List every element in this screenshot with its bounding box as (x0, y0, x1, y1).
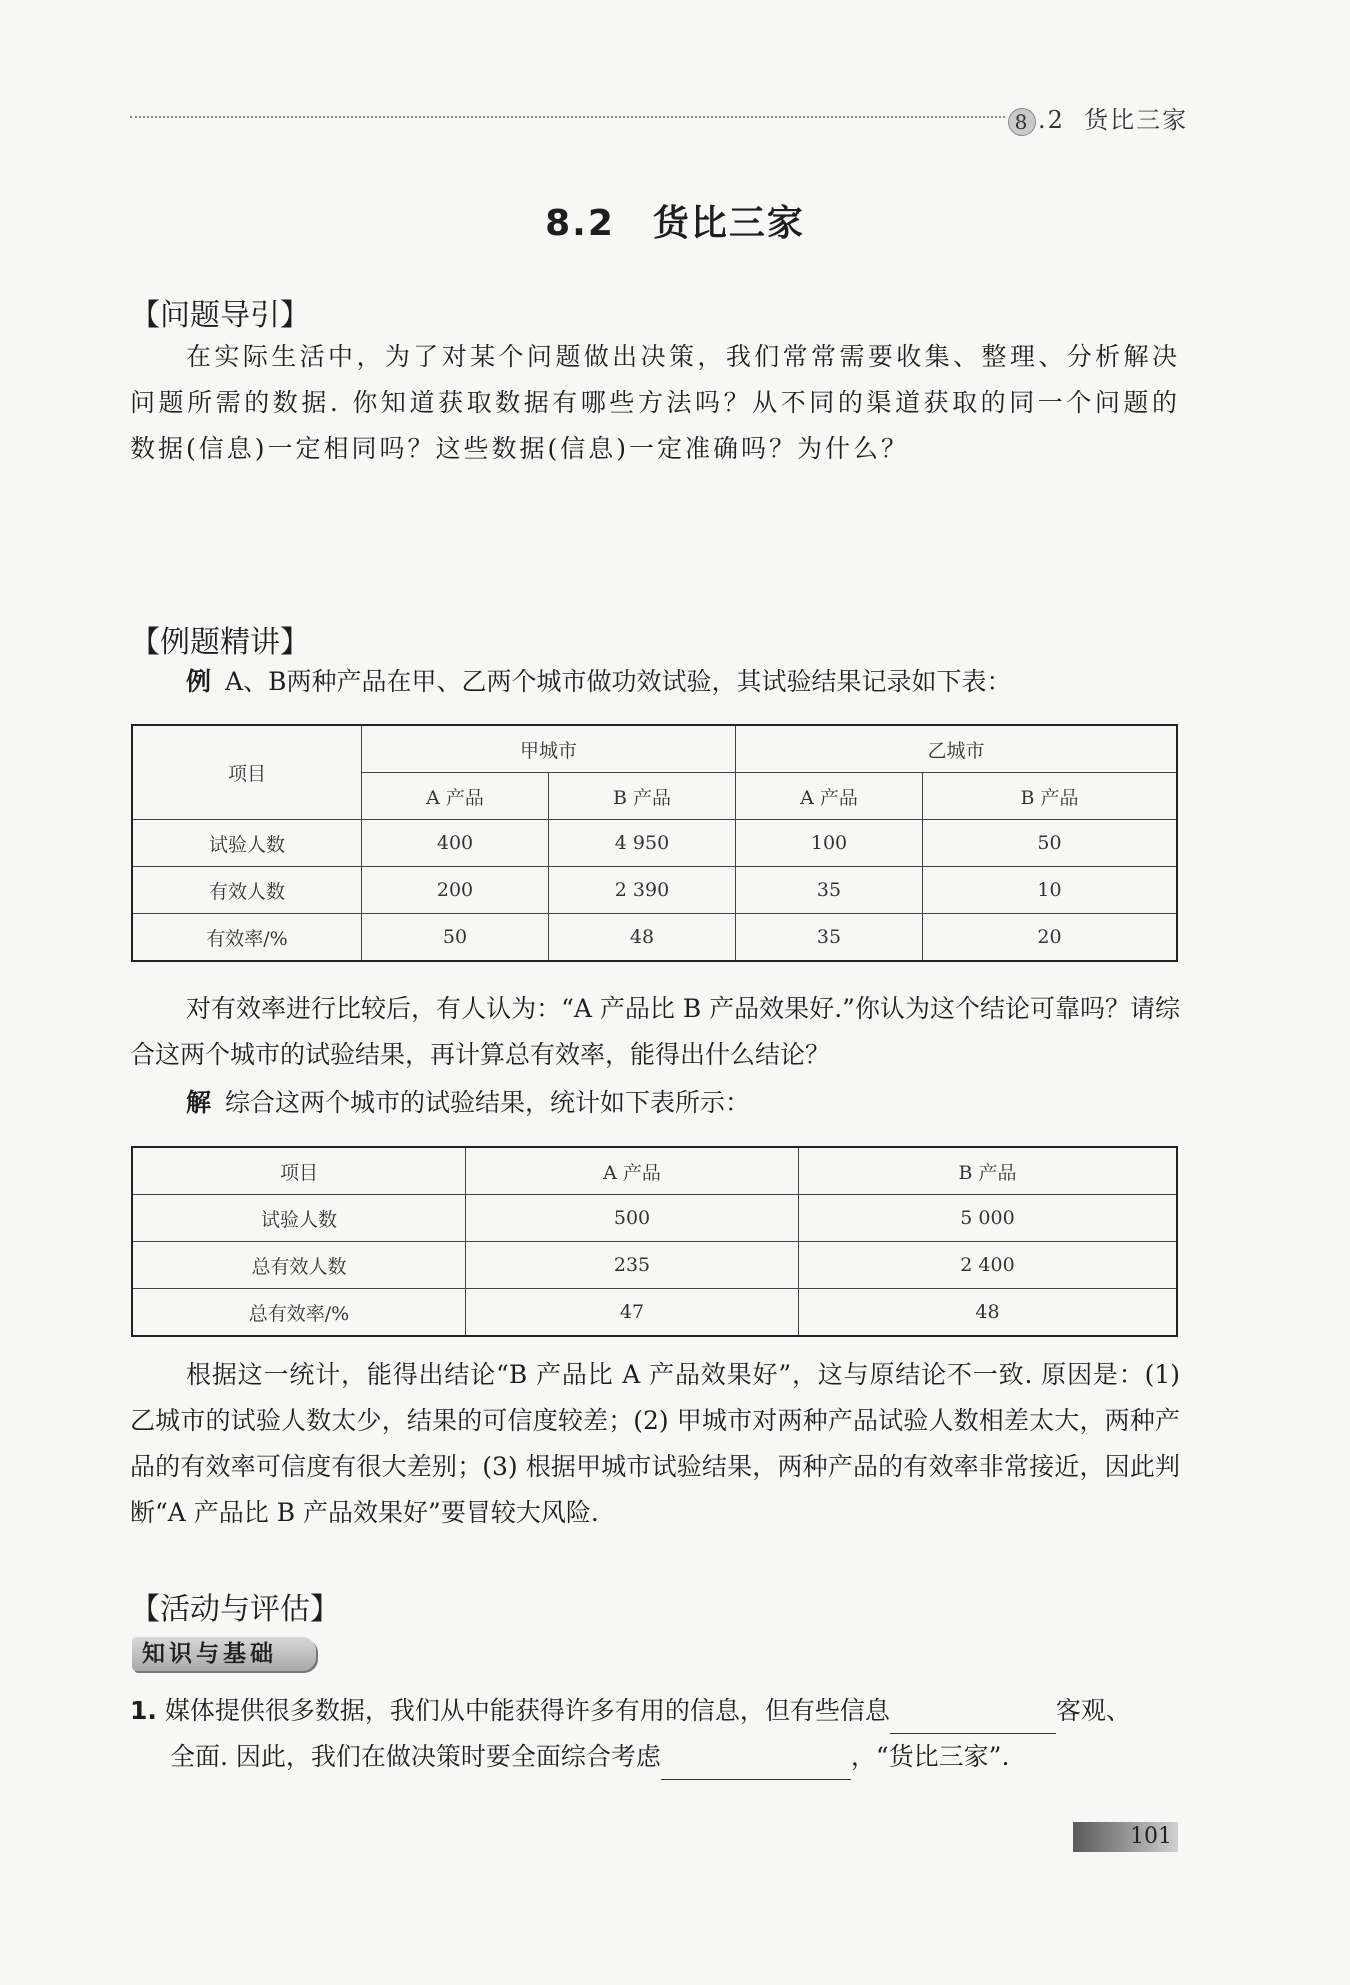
table-cell: 48 (549, 914, 736, 962)
answer-blank-1[interactable] (890, 1703, 1056, 1734)
city-header: 甲城市 (362, 725, 736, 773)
conclusion-paragraph (130, 1352, 1180, 1536)
question-number: 1. (130, 1696, 157, 1725)
table-cell: 400 (362, 820, 549, 867)
results-table-by-city (131, 724, 1178, 962)
question-1 (130, 1688, 1180, 1780)
running-header-title: 货比三家 (1084, 106, 1189, 134)
table-cell: 5 000 (799, 1195, 1178, 1242)
question-1-text-b: 客观、 (1055, 1696, 1131, 1725)
table-cell: 500 (466, 1195, 799, 1242)
running-header (1008, 100, 1188, 136)
table-cell: 20 (923, 914, 1178, 962)
table-row (132, 867, 1177, 914)
question-text: 对有效率进行比较后，有人认为：“A 产品比 B 产品效果好.”你认为这个结论可靠吗？请综合这两个城市的试验结果，再计算总有效率，能得出什么结论？ (130, 994, 1180, 1069)
table-cell: 235 (466, 1242, 799, 1289)
example-text: A、B两种产品在甲、乙两个城市做功效试验，其试验结果记录如下表： (225, 667, 1012, 696)
section-suffix: .2 (1038, 106, 1065, 134)
product-header: A 产品 (736, 773, 923, 820)
row-label: 有效人数 (132, 867, 362, 914)
question-1-text-a: 媒体提供很多数据，我们从中能获得许多有用的信息，但有些信息 (164, 1696, 890, 1725)
product-header: A 产品 (362, 773, 549, 820)
row-label: 总有效率/% (132, 1289, 466, 1337)
conclusion-text: 根据这一统计，能得出结论“B 产品比 A 产品效果好”，这与原结论不一致. 原因是：(1) 乙城市的试验人数太少，结果的可信度较差；(2) 甲城市对两种产品试验人数相差太大，两种产品的有效率可信度有很大差别；(3) 根据甲城市试验结果，两种产品的有效率非常接近，因此判断“A 产品比 B 产品效果好”要冒较大风险. (130, 1360, 1180, 1527)
question-paragraph (130, 986, 1180, 1078)
city-header: 乙城市 (736, 725, 1178, 773)
product-header: B 产品 (923, 773, 1178, 820)
table-row (132, 1242, 1177, 1289)
product-header: B 产品 (549, 773, 736, 820)
solution-paragraph (130, 1080, 1180, 1126)
table-cell: 47 (466, 1289, 799, 1337)
row-label: 试验人数 (132, 820, 362, 867)
page-number-tab (1073, 1822, 1178, 1852)
solution-text: 综合这两个城市的试验结果，统计如下表所示： (225, 1088, 751, 1117)
knowledge-basics-badge: 知识与基础 (132, 1637, 316, 1671)
table-cell: 2 390 (549, 867, 736, 914)
table-header: A 产品 (466, 1147, 799, 1195)
page-title: 8.2 货比三家 (545, 203, 805, 244)
table-row (132, 914, 1177, 962)
table-cell: 4 950 (549, 820, 736, 867)
table-row (132, 1289, 1177, 1337)
table-cell: 48 (799, 1289, 1178, 1337)
solution-label: 解 (186, 1088, 212, 1117)
example-paragraph (130, 659, 1180, 705)
table-corner: 项目 (132, 725, 362, 820)
header-rule (130, 116, 1005, 118)
table-header: 项目 (132, 1147, 466, 1195)
section-heading-intro: 【问题导引】 (130, 298, 310, 333)
table-cell: 10 (923, 867, 1178, 914)
table-cell: 35 (736, 867, 923, 914)
page-number: 101 (1130, 1824, 1172, 1849)
row-label: 试验人数 (132, 1195, 466, 1242)
table-cell: 2 400 (799, 1242, 1178, 1289)
table-row (132, 820, 1177, 867)
question-1-text-c: 全面. 因此，我们在做决策时要全面综合考虑 (170, 1742, 661, 1771)
question-1-text-d: ，“货比三家”. (850, 1742, 1010, 1771)
intro-paragraph (130, 334, 1180, 472)
table-cell: 50 (923, 820, 1178, 867)
table-header: B 产品 (799, 1147, 1178, 1195)
table-cell: 200 (362, 867, 549, 914)
table-row (132, 1195, 1177, 1242)
section-number-circle: 8 (1008, 108, 1036, 136)
intro-text: 在实际生活中，为了对某个问题做出决策，我们常常需要收集、整理、分析解决问题所需的数据. 你知道获取数据有哪些方法吗？从不同的渠道获取的同一个问题的数据(信息)一定相同吗？这些数据(信息)一定准确吗？为什么？ (130, 342, 1180, 463)
table-cell: 50 (362, 914, 549, 962)
table-cell: 100 (736, 820, 923, 867)
example-label: 例 (186, 667, 212, 696)
row-label: 总有效人数 (132, 1242, 466, 1289)
section-heading-example: 【例题精讲】 (130, 625, 310, 660)
combined-results-table (131, 1146, 1178, 1337)
section-heading-activity: 【活动与评估】 (130, 1592, 340, 1627)
row-label: 有效率/% (132, 914, 362, 962)
answer-blank-2[interactable] (661, 1749, 851, 1780)
table-cell: 35 (736, 914, 923, 962)
